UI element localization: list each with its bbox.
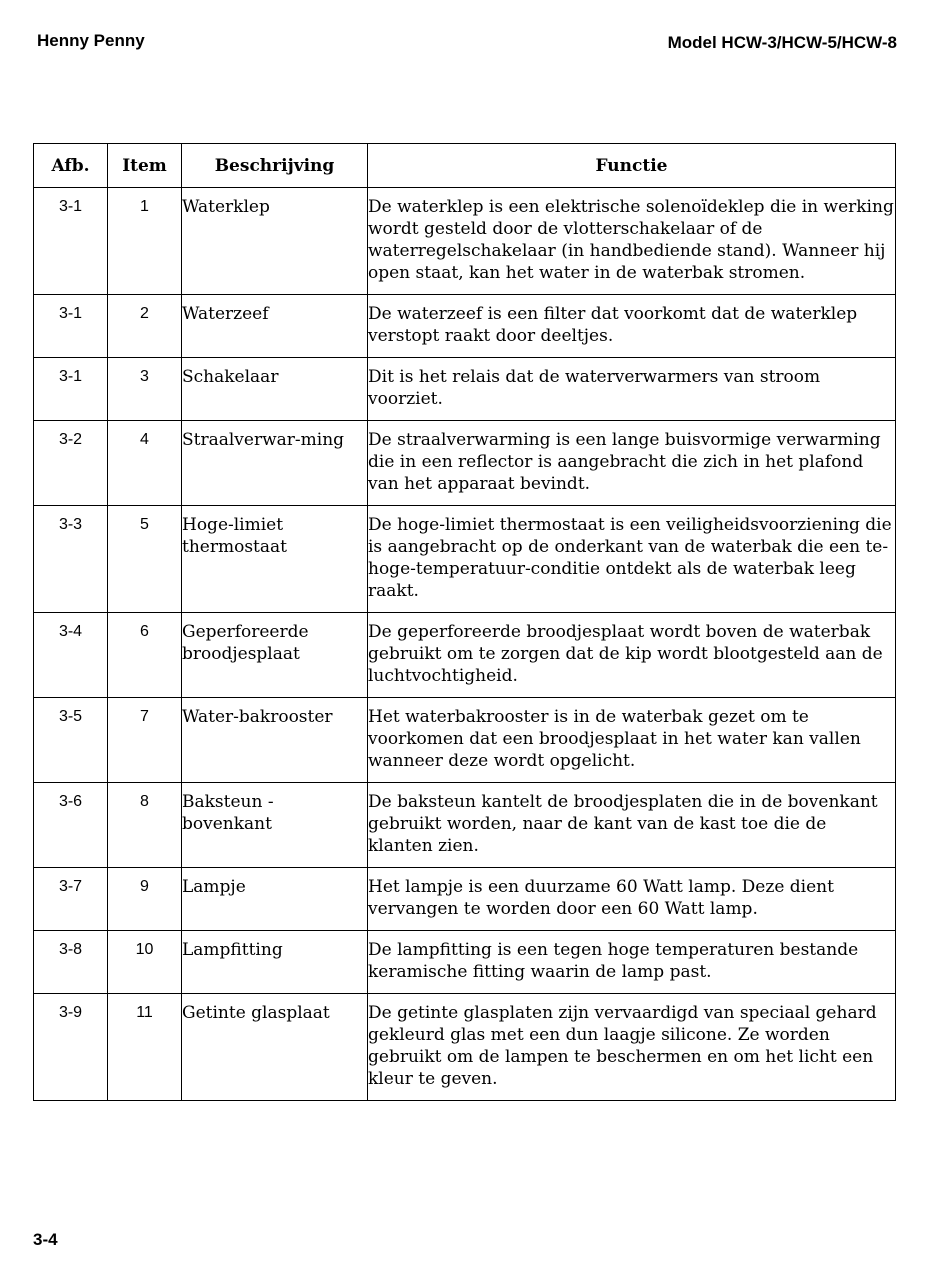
cell-afb: 3-1 [34, 295, 108, 358]
cell-functie: Het waterbakrooster is in de waterbak gezet om te voorkomen dat een broodjesplaat in het water kan vallen wanneer deze wordt opgelicht. [368, 698, 896, 783]
table-row [34, 931, 896, 994]
cell-item: 5 [108, 506, 182, 613]
cell-item: 6 [108, 613, 182, 698]
column-header-afb: Afb. [34, 144, 108, 188]
table-row [34, 358, 896, 421]
cell-beschrijving: Getinte glasplaat [182, 994, 368, 1101]
table-row [34, 868, 896, 931]
cell-functie: De lampfitting is een tegen hoge temperaturen bestande keramische fitting waarin de lamp past. [368, 931, 896, 994]
table-row [34, 188, 896, 295]
cell-item: 1 [108, 188, 182, 295]
cell-afb: 3-7 [34, 868, 108, 931]
table-row [34, 783, 896, 868]
header-brand: Henny Penny [37, 31, 145, 50]
page-number: 3-4 [33, 1230, 58, 1249]
cell-beschrijving: Baksteun - bovenkant [182, 783, 368, 868]
cell-beschrijving: Straalverwar-ming [182, 421, 368, 506]
cell-functie: Het lampje is een duurzame 60 Watt lamp. Deze dient vervangen te worden door een 60 Watt lamp. [368, 868, 896, 931]
table-row [34, 421, 896, 506]
cell-beschrijving: Waterzeef [182, 295, 368, 358]
cell-afb: 3-1 [34, 358, 108, 421]
column-header-beschrijving: Beschrijving [182, 144, 368, 188]
cell-beschrijving: Waterklep [182, 188, 368, 295]
cell-functie: De geperforeerde broodjesplaat wordt boven de waterbak gebruikt om te zorgen dat de kip wordt blootgesteld aan de luchtvochtigheid. [368, 613, 896, 698]
column-header-functie: Functie [368, 144, 896, 188]
cell-functie: Dit is het relais dat de waterverwarmers van stroom voorziet. [368, 358, 896, 421]
cell-item: 3 [108, 358, 182, 421]
cell-afb: 3-4 [34, 613, 108, 698]
cell-functie: De straalverwarming is een lange buisvormige verwarming die in een reflector is aangebracht die zich in het plafond van het apparaat bevindt. [368, 421, 896, 506]
cell-functie: De hoge-limiet thermostaat is een veiligheidsvoorziening die is aangebracht op de onderkant van de waterbak die een te-hoge-temperatuur-conditie ontdekt als de waterbak leeg raakt. [368, 506, 896, 613]
cell-beschrijving: Hoge-limiet thermostaat [182, 506, 368, 613]
cell-beschrijving: Geperforeerde broodjesplaat [182, 613, 368, 698]
cell-afb: 3-5 [34, 698, 108, 783]
cell-beschrijving: Water-bakrooster [182, 698, 368, 783]
table-row [34, 698, 896, 783]
table-row [34, 613, 896, 698]
cell-beschrijving: Schakelaar [182, 358, 368, 421]
cell-item: 7 [108, 698, 182, 783]
table-row [34, 994, 896, 1101]
cell-beschrijving: Lampje [182, 868, 368, 931]
cell-functie: De getinte glasplaten zijn vervaardigd van speciaal gehard gekleurd glas met een dun laagje silicone. Ze worden gebruikt om de lampen te beschermen en om het licht een kleur te geven. [368, 994, 896, 1101]
cell-functie: De waterklep is een elektrische solenoïdeklep die in werking wordt gesteld door de vlotterschakelaar of de waterregelschakelaar (in handbediende stand). Wanneer hij open staat, kan het water in de waterbak stromen. [368, 188, 896, 295]
table-row [34, 295, 896, 358]
cell-afb: 3-3 [34, 506, 108, 613]
cell-afb: 3-9 [34, 994, 108, 1101]
cell-functie: De baksteun kantelt de broodjesplaten die in de bovenkant gebruikt worden, naar de kant van de kast toe die de klanten zien. [368, 783, 896, 868]
cell-afb: 3-2 [34, 421, 108, 506]
cell-afb: 3-6 [34, 783, 108, 868]
cell-item: 11 [108, 994, 182, 1101]
cell-item: 8 [108, 783, 182, 868]
header-model: Model HCW-3/HCW-5/HCW-8 [667, 33, 897, 52]
cell-afb: 3-1 [34, 188, 108, 295]
cell-beschrijving: Lampfitting [182, 931, 368, 994]
cell-item: 10 [108, 931, 182, 994]
cell-item: 9 [108, 868, 182, 931]
column-header-item: Item [108, 144, 182, 188]
parts-table [33, 143, 896, 1101]
table-row [34, 506, 896, 613]
cell-item: 2 [108, 295, 182, 358]
table-header-row [34, 144, 896, 188]
cell-item: 4 [108, 421, 182, 506]
cell-functie: De waterzeef is een filter dat voorkomt dat de waterklep verstopt raakt door deeltjes. [368, 295, 896, 358]
cell-afb: 3-8 [34, 931, 108, 994]
